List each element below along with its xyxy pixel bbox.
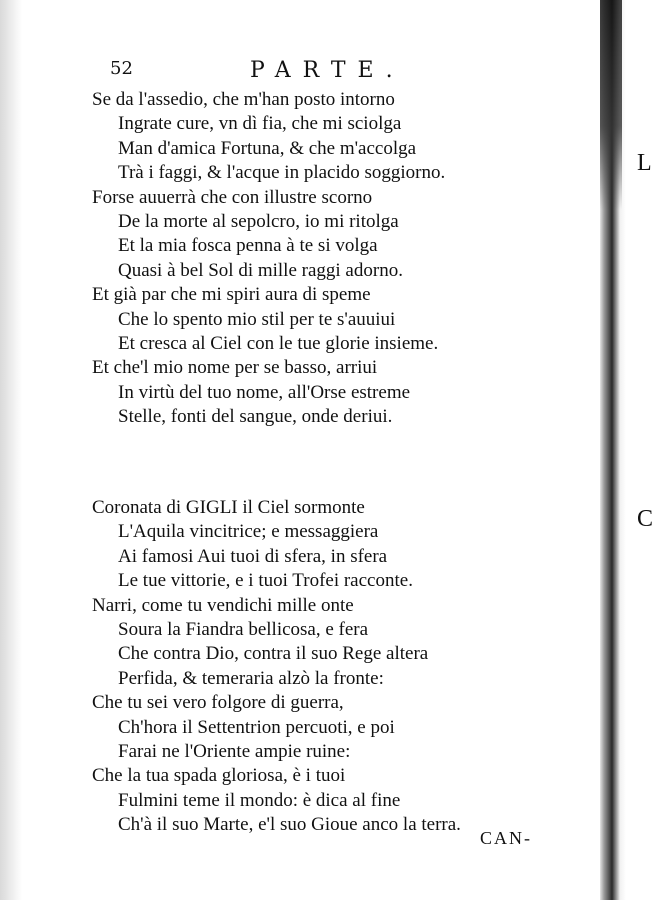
verse-line: Ai famosi Aui tuoi di sfera, in sfera [118, 545, 388, 567]
verse-line: Stelle, fonti del sangue, onde deriui. [118, 406, 393, 428]
verse-line: Trà i faggi, & l'acque in placido soggiorno. [118, 162, 446, 184]
verse-line: Forse auuerrà che con illustre scorno [92, 186, 373, 208]
verse-line: Et che'l mio nome per se basso, arriui [92, 357, 378, 379]
verse-line: Le tue vittorie, e i tuoi Trofei racconte. [118, 570, 413, 592]
verse-line: Et già par che mi spiri aura di speme [92, 284, 371, 306]
catchword: CAN- [480, 828, 532, 848]
verse-line: Quasi à bel Sol di mille raggi adorno. [118, 259, 403, 281]
verse-line: Che lo spento mio stil per te s'auuiui [118, 308, 396, 330]
facing-page-letter: L [637, 150, 652, 176]
verse-line: Narri, come tu vendichi mille onte [92, 594, 354, 616]
verse-line: Che contra Dio, contra il suo Rege altera [118, 643, 429, 665]
verse-line: De la morte al sepolcro, io mi ritolga [118, 210, 399, 232]
verse-line: In virtù del tuo nome, all'Orse estreme [118, 381, 411, 403]
verse-line: Fulmini teme il mondo: è dica al fine [118, 789, 401, 811]
verse-line: Ch'hora il Settentrion percuoti, e poi [118, 716, 395, 738]
verse-line: Coronata di GIGLI il Ciel sormonte [92, 497, 365, 518]
verse-line: Che la tua spada gloriosa, è i tuoi [92, 765, 346, 787]
verse-line: Ch'à il suo Marte, e'l suo Gioue anco la terra. [118, 814, 461, 836]
gutter-shadow [600, 0, 622, 210]
page-header [110, 58, 550, 88]
running-head: PARTE. [250, 58, 405, 83]
facing-page-letter: C [637, 506, 653, 532]
verse-line: Se da l'assedio, che m'han posto intorno [92, 89, 395, 110]
page-number: 52 [110, 58, 133, 79]
verse-line: Et la mia fosca penna à te si volga [118, 235, 378, 257]
verse-line: Soura la Fiandra bellicosa, e fera [118, 618, 369, 640]
sonnet-1 [92, 88, 592, 429]
page-edge-shadow [0, 0, 22, 900]
verse-line: Man d'amica Fortuna, & che m'accolga [118, 137, 417, 159]
sonnet-2 [92, 496, 592, 837]
verse-line: Ingrate cure, vn dì fia, che mi sciolga [118, 113, 402, 135]
verse-line: L'Aquila vincitrice; e messaggiera [118, 521, 379, 543]
verse-line: Perfida, & temeraria alzò la fronte: [118, 667, 384, 689]
verse-line: Et cresca al Ciel con le tue glorie insieme. [118, 332, 439, 354]
verse-line: Farai ne l'Oriente ampie ruine: [118, 740, 351, 762]
verse-line: Che tu sei vero folgore di guerra, [92, 692, 344, 714]
